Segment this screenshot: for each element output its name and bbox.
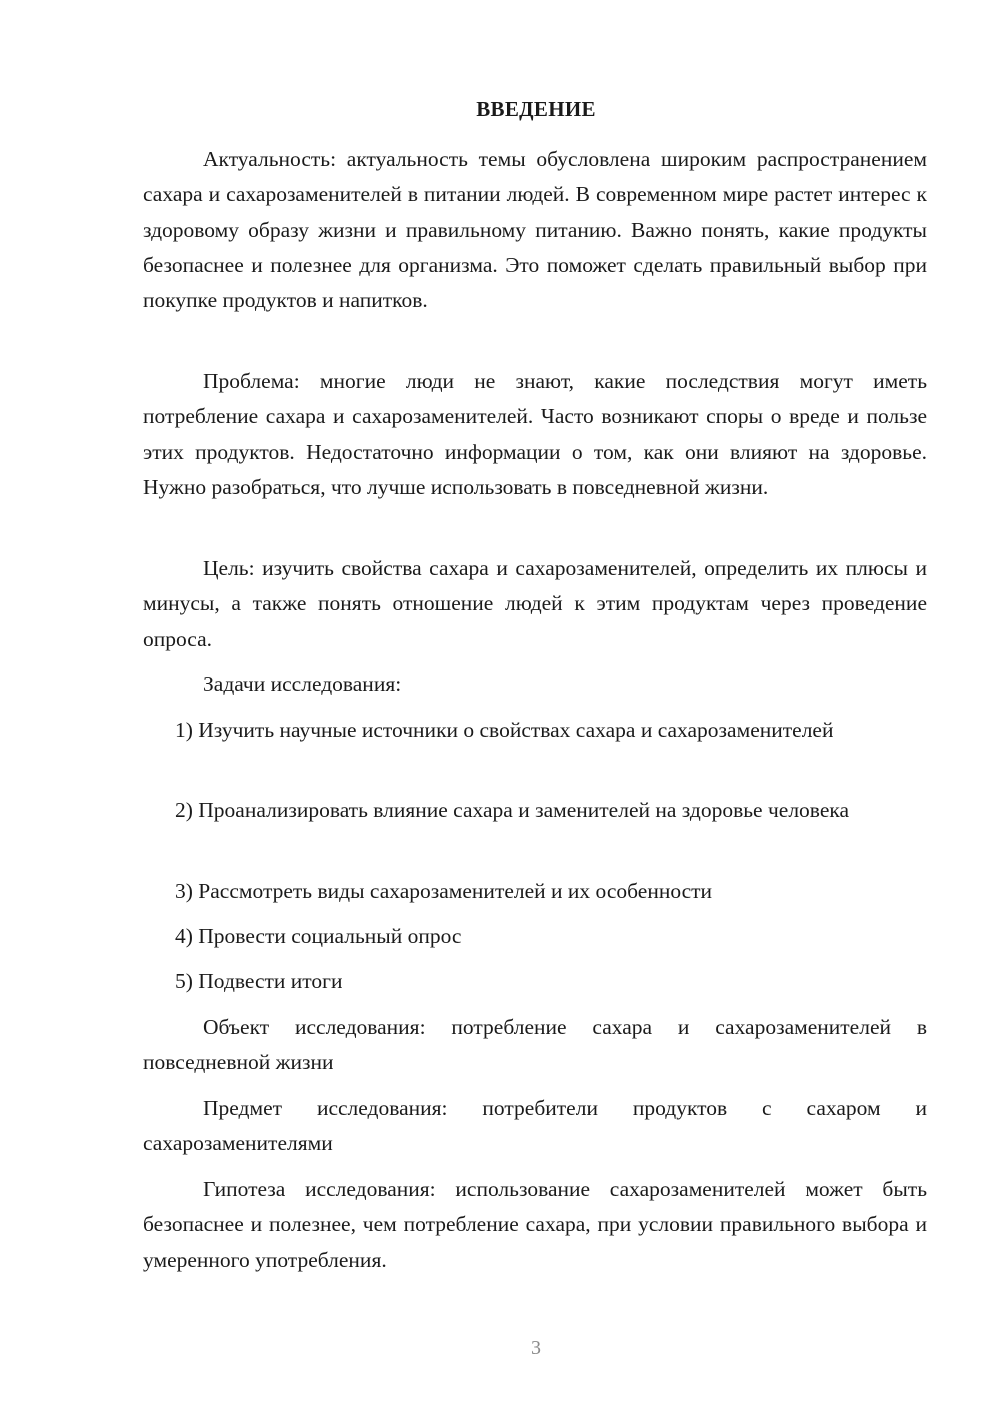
tasks-heading: Задачи исследования: [203,672,402,696]
list-item-task-1: 1) Изучить научные источники о свойствах сахара и сахарозаменителей [175,718,834,742]
list-item-task-4: 4) Провести социальный опрос [175,924,462,948]
page-title: ВВЕДЕНИЕ [476,97,596,121]
paragraph-subject: Предмет исследования: потребители продуктов с сахаром и сахарозаменителями [143,1096,927,1156]
list-item-task-3: 3) Рассмотреть виды сахарозаменителей и их особенности [175,879,713,903]
page-number: 3 [531,1337,541,1359]
paragraph-problem: Проблема: многие люди не знают, какие последствия могут иметь потребление сахара и сахарозаменителей. Часто возникают споры о вреде и пользе этих продуктов. Недостаточно информации о том, как они влияют на здоровье. Нужно разобраться, что лучше использовать в повседневной жизни. [143,369,927,499]
list-item-task-5: 5) Подвести итоги [175,969,343,993]
paragraph-relevance: Актуальность: актуальность темы обусловлена широким распространением сахара и сахарозаменителей в питании людей. В современном мире растет интерес к здоровому образу жизни и правильному питанию. Важно понять, какие продукты безопаснее и полезнее для организма. Это поможет сделать правильный выбор при покупке продуктов и напитков. [143,147,927,313]
list-item-task-2: 2) Проанализировать влияние сахара и заменителей на здоровье человека [175,798,850,822]
paragraph-object: Объект исследования: потребление сахара и сахарозаменителей в повседневной жизни [143,1015,927,1075]
paragraph-hypothesis: Гипотеза исследования: использование сахарозаменителей может быть безопаснее и полезнее, чем потребление сахара, при условии правильного выбора и умеренного употребления. [143,1177,927,1272]
paragraph-goal: Цель: изучить свойства сахара и сахарозаменителей, определить их плюсы и минусы, а также понять отношение людей к этим продуктам через проведение опроса. [143,556,927,651]
